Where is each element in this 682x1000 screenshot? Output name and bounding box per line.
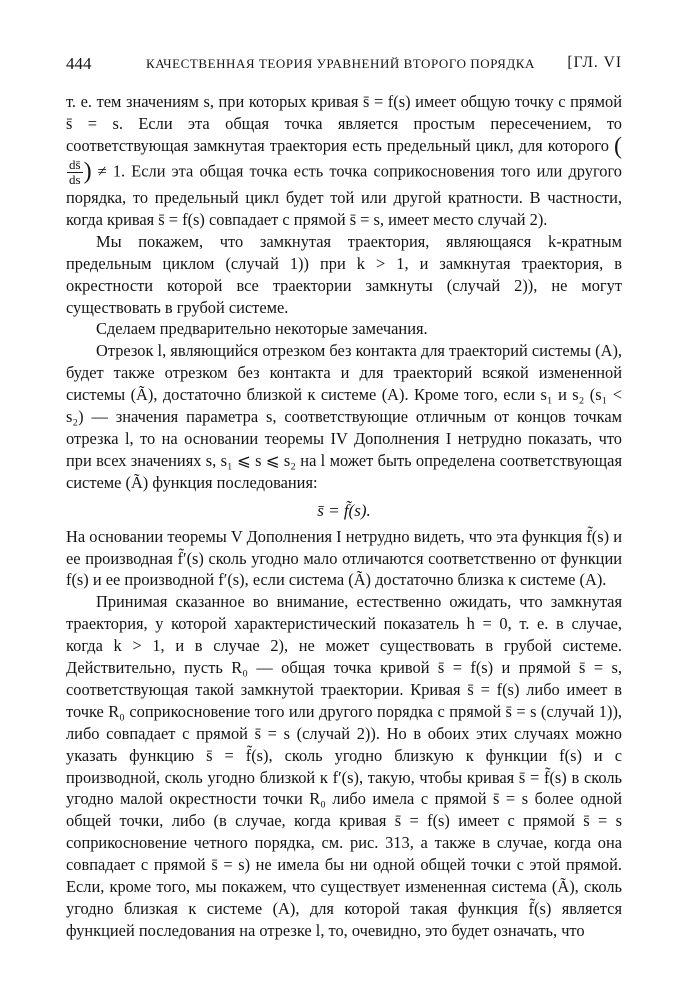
running-header: [66, 52, 622, 74]
paragraph-4: Отрезок l, являющийся отрезком без контакта для траекторий системы (A), будет также отрезком без контакта и для траекторий всякой измененной системы (Ã), достаточно близкой к системе (A). Кроме того, если s₁ и s₂ (s₁ < s₂) — значения параметра s, соответствующие отличным от концов точкам отрезка l, то на основании теоремы IV Дополнения I нетрудно показать, что при всех значениях s, s₁ ⩽ s ⩽ s₂ на l может быть определена соответствующая системе (Ã) функция последования:: [66, 341, 622, 492]
paragraph-1-text-b: ≠ 1. Если эта общая точка есть точка соприкосновения того или другого порядка, то предельный цикл будет той или другой кратности. В частности, когда кривая s̄ = f(s) совпадает с прямой s̄ = s, имеет место случай 2).: [66, 161, 622, 229]
paragraph-2: Мы покажем, что замкнутая траектория, являющаяся k-кратным предельным циклом (случай 1)) при k > 1, и замкнутая траектория, в окрестности которой все траектории замкнуты (случай 2)), не могут существовать в грубой системе.: [66, 231, 622, 317]
equation: s̄ = f̃(s).: [317, 500, 371, 520]
fraction-numerator: ds̄: [69, 157, 81, 172]
paragraph-3: Сделаем предварительно некоторые замечания.: [96, 319, 428, 339]
paragraph-1: т. е. тем значениям s, при которых кривая s̄ = f(s) имеет общую точку с прямой s̄ = s. Если эта общая точка является простым пересечением, то соответствующая замкнутая траектория есть предельный цикл, для которого ( $\frac{ds̄}{ds}$ ) ≠ 1. Если эта общая точка есть точка соприкосновения того или другого порядка, то предельный цикл будет той или другой кратности. В частности, когда кривая s̄ = f(s) совпадает с прямой s̄ = s, имеет место случай 2).: [66, 92, 622, 229]
paragraph-5: На основании теоремы V Дополнения I нетрудно видеть, что эта функция f̃(s) и ее производная f̃′(s) сколь угодно мало отличаются соответственно от функции f(s) и ее производной f′(s), если система (Ã) достаточно близка к системе (A).: [66, 526, 622, 590]
paragraph-1-text-a: т. е. тем значениям s, при которых кривая s̄ = f(s) имеет общую точку с прямой s̄ = s. Если эта общая точка является простым пересечением, то соответствующая замкнутая траектория есть предельный цикл, для которого: [66, 92, 622, 155]
fraction-denominator: ds: [69, 172, 81, 187]
page-body: [66, 91, 622, 942]
running-title: КАЧЕСТВЕННАЯ ТЕОРИЯ УРАВНЕНИЙ ВТОРОГО ПОРЯДКА: [146, 56, 535, 71]
paragraph-6: Принимая сказанное во внимание, естественно ожидать, что замкнутая траектория, у которой характеристический показатель h = 0, т. е. в случае, когда k > 1, и в случае 2), не может существовать в грубой системе. Действительно, пусть R₀ — общая точка кривой s̄ = f(s) и прямой s̄ = s, соответствующая такой замкнутой траектории. Кривая s̄ = f(s) либо имеет в точке R₀ соприкосновение того или другого порядка с прямой s̄ = s (случай 1)), либо совпадает с прямой s̄ = s (случай 2)). Но в обоих этих случаях можно указать функцию s̄ = f̃(s), сколь угодно близкую к функции f(s) и с производной, сколь угодно близкой к f′(s), такую, чтобы кривая s̄ = f̃(s) в сколь угодно малой окрестности точки R₀ либо имела с прямой s̄ = s более одной общей точки, либо (в случае, когда кривая s̄ = f(s) имеет с прямой s̄ = s соприкосновение четного порядка, см. рис. 313, а также в случае, когда она совпадает с прямой s̄ = s) не имела бы ни одной общей точки с этой прямой. Если, кроме того, мы покажем, что существует измененная система (Ã), сколь угодно близкая к системе (A), для которой такая функция f̃(s) является функцией последования на отрезке l, то, очевидно, это будет означать, что: [66, 592, 622, 940]
derivative-fraction: [67, 158, 83, 187]
chapter-label: [ГЛ. VI: [567, 54, 622, 71]
page-number: 444: [66, 54, 92, 73]
